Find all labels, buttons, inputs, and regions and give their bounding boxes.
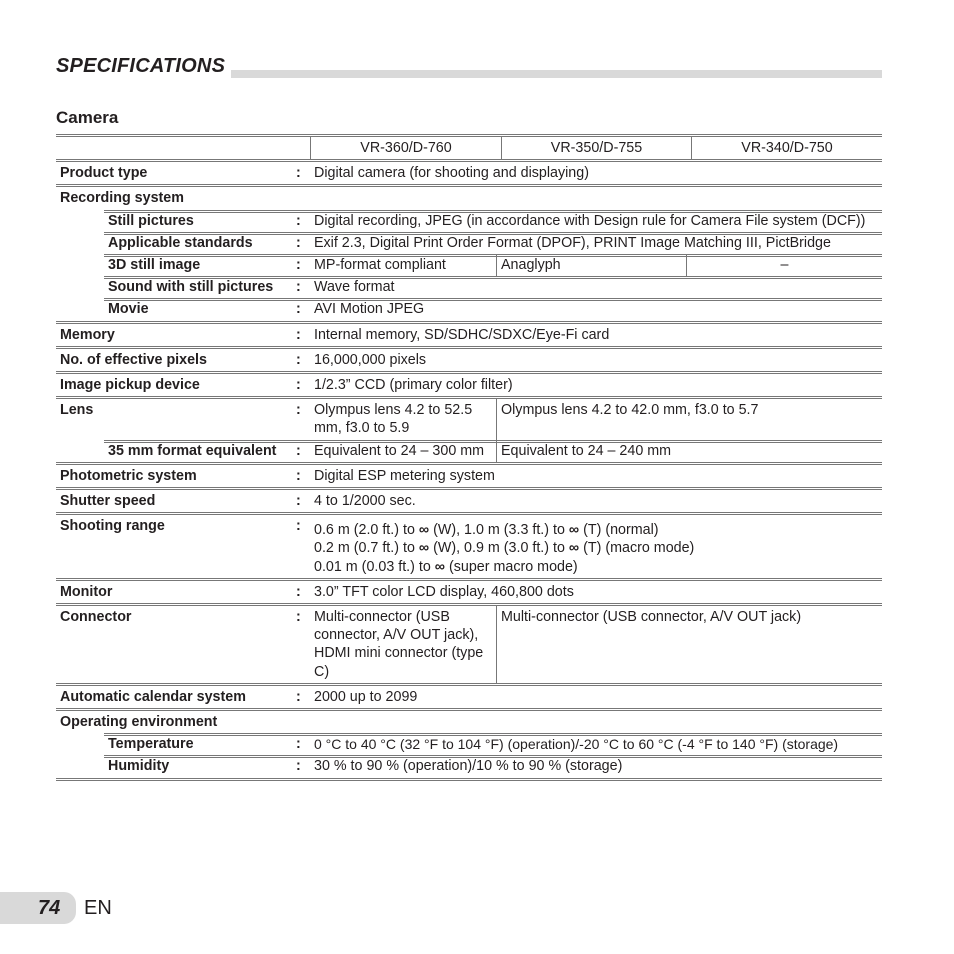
spec-row-humidity: Humidity : 30 % to 90 % (operation)/10 % to 90 % (storage) xyxy=(56,755,882,780)
infinity-icon: ∞ xyxy=(418,522,430,539)
spec-row-connector: Connector : Multi-connector (USB connector, A/V OUT jack), HDMI mini connector (type C) Multi-connector (USB connector, A/V OUT jack) xyxy=(56,606,882,686)
spec-row-recording-system: Recording system xyxy=(56,187,882,209)
spec-row-applicable-standards: Applicable standards : Exif 2.3, Digital Print Order Format (DPOF), PRINT Image Matching III, PictBridge xyxy=(56,232,882,254)
infinity-icon: ∞ xyxy=(568,522,580,539)
language-code: EN xyxy=(84,897,112,919)
spec-row-calendar: Automatic calendar system : 2000 up to 2099 xyxy=(56,686,882,711)
spec-row-shutter: Shutter speed : 4 to 1/2000 sec. xyxy=(56,490,882,515)
spec-row-lens: Lens : Olympus lens 4.2 to 52.5 mm, f3.0 to 5.9 Olympus lens 4.2 to 42.0 mm, f3.0 to 5.7 xyxy=(56,399,882,439)
spec-row-35mm: 35 mm format equivalent : Equivalent to 24 – 300 mm Equivalent to 24 – 240 mm xyxy=(56,440,882,465)
spec-row-monitor: Monitor : 3.0” TFT color LCD display, 460,800 dots xyxy=(56,581,882,606)
spec-row-3d-still: 3D still image : MP-format compliant Anaglyph – xyxy=(56,254,882,276)
model-header-row xyxy=(56,134,882,162)
infinity-icon: ∞ xyxy=(434,558,445,575)
infinity-icon: ∞ xyxy=(418,540,430,557)
spec-row-shooting-range: Shooting range : 0.6 m (2.0 ft.) to ∞ (W), 1.0 m (3.3 ft.) to ∞ (T) (normal) 0.2 m (0.7 ft.) to ∞ (W), 0.9 m (3.0 ft.) to ∞ (T) (macro mode) 0.01 m (0.03 ft.) to ∞ (super macro mode) xyxy=(56,515,882,581)
spec-row-still-pictures: Still pictures : Digital recording, JPEG (in accordance with Design rule for Camera File system (DCF)) xyxy=(56,210,882,232)
spec-row-memory: Memory : Internal memory, SD/SDHC/SDXC/Eye-Fi card xyxy=(56,324,882,349)
spec-row-pickup: Image pickup device : 1/2.3” CCD (primary color filter) xyxy=(56,374,882,399)
spec-row-sound: Sound with still pictures : Wave format xyxy=(56,276,882,298)
spec-row-operating: Operating environment xyxy=(56,711,882,733)
spec-row-temperature: Temperature : 0 °C to 40 °C (32 °F to 104 °F) (operation)/-20 °C to 60 °C (-4 °F to 140 °F) (storage) xyxy=(56,733,882,755)
page-number: 74 xyxy=(38,897,61,919)
model-header: VR-360/D-760 xyxy=(310,137,501,159)
spec-row-photometric: Photometric system : Digital ESP metering system xyxy=(56,465,882,490)
range-line: 0.6 m (2.0 ft.) to ∞ (W), 1.0 m (3.3 ft.) to ∞ (T) (normal) xyxy=(314,522,659,539)
page-header xyxy=(56,54,882,78)
range-line: 0.2 m (0.7 ft.) to ∞ (W), 0.9 m (3.0 ft.) to ∞ (T) (macro mode) xyxy=(314,540,695,557)
spec-row-movie: Movie : AVI Motion JPEG xyxy=(56,298,882,323)
model-header: VR-340/D-750 xyxy=(691,137,882,159)
model-header: VR-350/D-755 xyxy=(501,137,691,159)
spec-table xyxy=(56,134,882,781)
spec-row-product-type: Product type : Digital camera (for shooting and displaying) xyxy=(56,162,882,187)
infinity-icon: ∞ xyxy=(568,540,580,557)
section-title: Camera xyxy=(56,108,119,127)
spec-row-pixels: No. of effective pixels : 16,000,000 pixels xyxy=(56,349,882,374)
range-line: 0.01 m (0.03 ft.) to ∞ (super macro mode) xyxy=(314,558,578,575)
page-title: SPECIFICATIONS xyxy=(56,54,231,78)
